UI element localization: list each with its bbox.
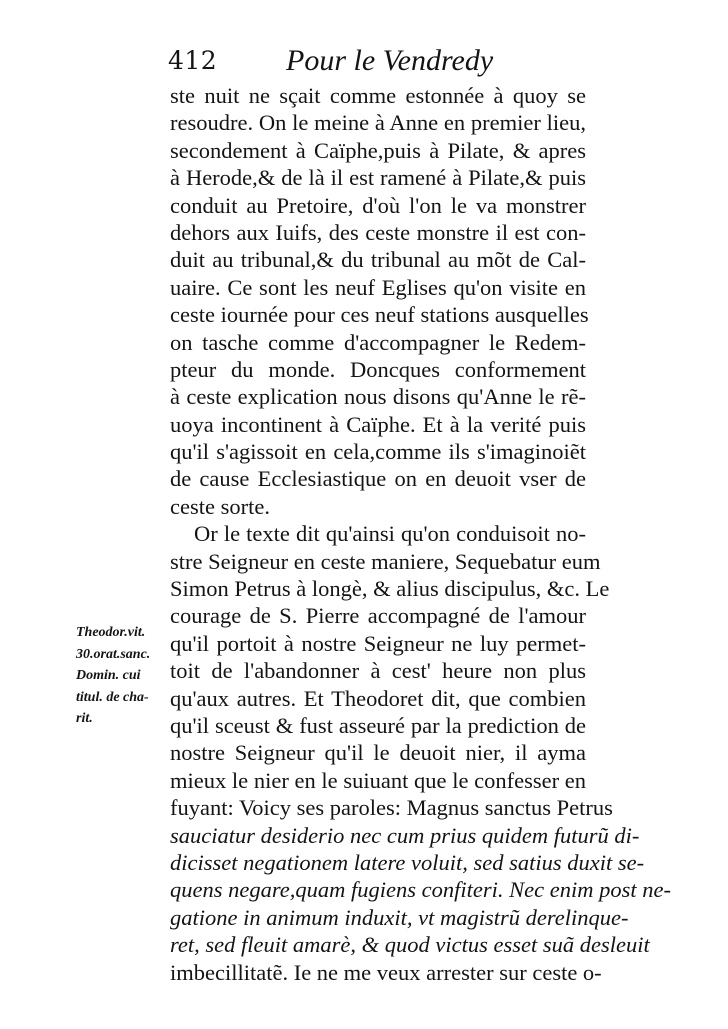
text-line: courage de S. Pierre accompagné de l'amour [170, 603, 586, 629]
margin-note-line: 30.orat.sanc. [76, 646, 151, 662]
text-line: dehors aux Iuifs, des ceste monstre il est con- [170, 219, 586, 245]
text-line: stre Seigneur en ceste maniere, Sequebatur eum [170, 548, 601, 574]
text-line: qu'il sceust & fust asseuré par la prediction de [170, 712, 586, 738]
text-line: pteur du monde. Doncques conformement [170, 356, 586, 382]
text-line: fuyant: Voicy ses paroles: Magnus sanctus Petrus [170, 795, 613, 821]
text-line: dicisset negationem latere voluit, sed satius duxit se- [170, 849, 645, 875]
text-line: imbecillitatẽ. Ie ne me veux arrester sur ceste o- [170, 959, 602, 985]
text-line: duit au tribunal,& du tribunal au mõt de Cal- [170, 247, 586, 273]
text-line: de cause Ecclesiastique on en deuoit vser de [170, 466, 586, 492]
text-line: on tasche comme d'accompagner le Redem- [170, 329, 586, 355]
text-line: Or le texte dit qu'ainsi qu'on conduisoit no- [194, 521, 586, 547]
text-line: conduit au Pretoire, d'où l'on le va monstrer [170, 192, 586, 218]
text-line: nostre Seigneur qu'il le deuoit nier, il ayma [170, 740, 586, 766]
margin-note [76, 622, 172, 730]
page-number: 412 [168, 46, 218, 75]
text-line: qu'aux autres. Et Theodoret dit, que combien [170, 685, 586, 711]
text-line: à ceste explication nous disons qu'Anne le rẽ- [170, 384, 586, 410]
text-line: ste nuit ne sçait comme estonnée à quoy se [170, 83, 586, 108]
margin-note-line: Domin. cui [76, 668, 141, 683]
text-line: ret, sed fleuit amarè, & quod victus esset suã desleuit [170, 932, 650, 958]
text-line: mieux le nier en le suiuant que le confesser en [170, 767, 586, 793]
margin-note-line: Theodor.vit. [76, 625, 146, 640]
margin-note-line: titul. de cha- [76, 689, 149, 705]
page-header [168, 40, 588, 84]
text-line: qu'il s'agissoit en cela,comme ils s'imaginoiẽt [170, 439, 586, 465]
running-title: Pour le Vendredy [286, 44, 494, 77]
text-line: quens negare,quam fugiens confiteri. Nec enim post ne- [170, 877, 671, 903]
body-text [170, 82, 671, 986]
text-line: sauciatur desiderio nec cum prius quidem futurũ di- [170, 822, 640, 848]
text-line: à Herode,& de là il est ramené à Pilate,& puis [170, 165, 586, 191]
text-line: Simon Petrus à longè, & alius discipulus, &c. Le [170, 576, 610, 602]
margin-note-line: rit. [76, 711, 93, 726]
text-line: gatione in animum induxit, vt magistrũ derelinque- [170, 904, 629, 930]
text-line: uaire. Ce sont les neuf Eglises qu'on visite en [170, 274, 586, 300]
text-line: uoya incontinent à Caïphe. Et à la verité puis [170, 411, 586, 437]
text-line: ceste iournée pour ces neuf stations ausquelles [170, 302, 589, 328]
text-line: secondement à Caïphe,puis à Pilate, & apres [170, 137, 586, 163]
text-line: ceste sorte. [170, 493, 270, 519]
text-line: resoudre. On le meine à Anne en premier lieu, [170, 110, 586, 136]
text-line: toit de l'abandonner à cest' heure non plus [170, 658, 586, 684]
text-line: qu'il portoit à nostre Seigneur ne luy permet- [170, 630, 586, 656]
